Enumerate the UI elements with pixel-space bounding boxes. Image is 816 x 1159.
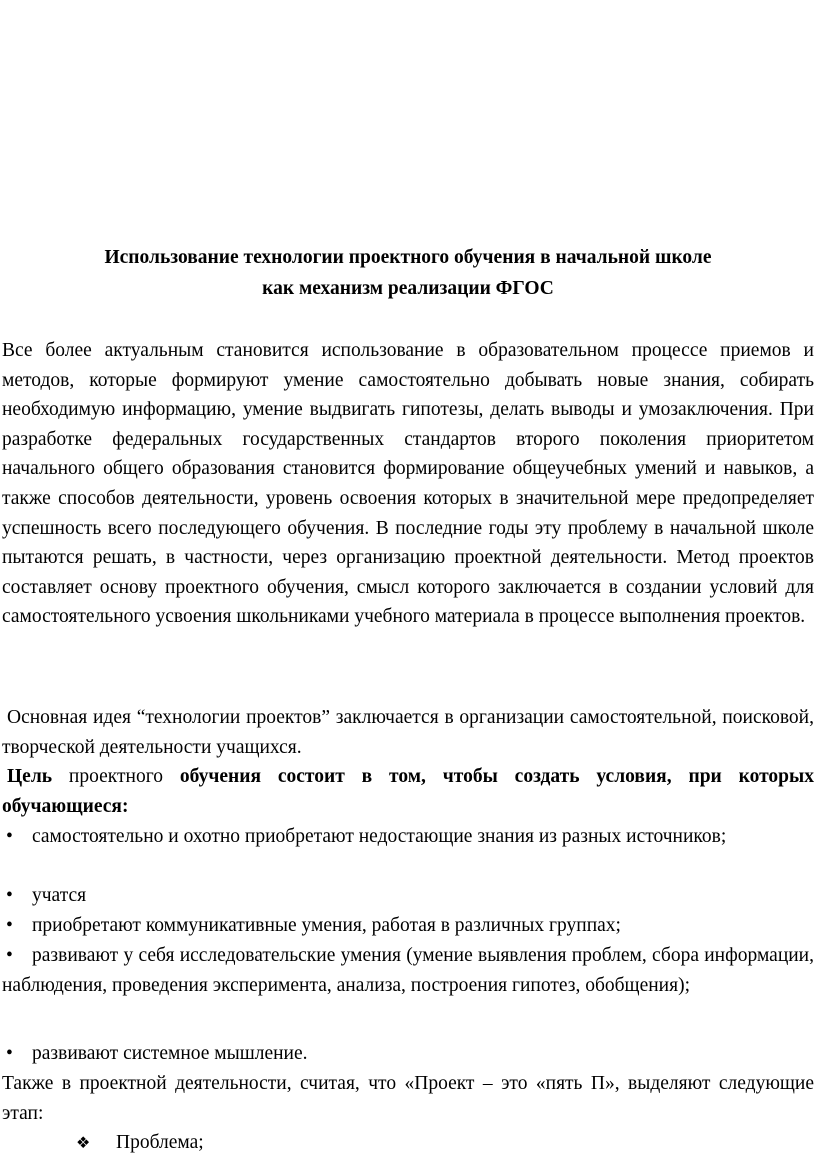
list-item-text: развивают у себя исследовательские умения (умение выявления проблем, сбора информации, наблюдения, проведения эксперимента, анализа, построения гипотез, обобщения); <box>2 945 814 996</box>
list-item-text: самостоятельно и охотно приобретают недостающие знания из разных источников; <box>32 826 727 847</box>
bullet-icon: • <box>6 885 13 906</box>
list-item <box>2 881 814 911</box>
paragraph-main-idea: Основная идея “технологии проектов” заключается в организации самостоятельной, поисковой, творческой деятельности учащихся. <box>2 707 814 758</box>
goal-bold-end: обучения состоит в том, чтобы создать условия, при которых обучающиеся: <box>2 766 815 817</box>
bullet-icon: • <box>6 945 13 966</box>
list-item-text: развивают системное мышление. <box>32 1043 308 1064</box>
diamond-bullet-icon: ❖ <box>76 1133 91 1152</box>
title-line-2: как механизм реализации ФГОС <box>262 278 554 299</box>
paragraph-stages-intro: Также в проектной деятельности, считая, что «Проект – это «пять П», выделяют следующие этап: <box>2 1073 814 1124</box>
list-item <box>2 1039 814 1069</box>
title-line-1: Использование технологии проектного обучения в начальной школе <box>104 247 712 268</box>
list-item <box>2 941 814 1000</box>
list-item-text: приобретают коммуникативные умения, работая в различных группах; <box>32 915 621 936</box>
list-item <box>2 911 814 941</box>
bullet-icon: • <box>6 1043 13 1064</box>
list-item-text: учатся <box>32 885 87 906</box>
paragraph-intro: Все более актуальным становится использование в образовательном процессе приемов и методов, которые формируют умение самостоятельно добывать новые знания, собирать необходимую информацию, умение выдвигать гипотезы, делать выводы и умозаключения. При разработке федеральных государственных стандартов второго поколения приоритетом начального общего образования становится формирование общеучебных умений и навыков, а также способов деятельности, уровень освоения которых в значительной мере предопределяет успешность всего последующего обучения. В последние годы эту проблему в начальной школе пытаются решать, в частности, через организацию проектной деятельности. Метод проектов составляет основу проектного обучения, смысл которого заключается в создании условий для самостоятельного усвоения школьниками учебного материала в процессе выполнения проектов. <box>2 340 814 628</box>
stage-label: Проблема; <box>116 1132 204 1153</box>
bullet-icon: • <box>6 826 13 847</box>
list-item <box>2 822 814 852</box>
goal-bold-start: Цель <box>7 766 53 787</box>
bullet-icon: • <box>6 915 13 936</box>
paragraph-goal <box>2 762 814 821</box>
goal-normal: проектного <box>52 766 180 787</box>
stage-item <box>76 1128 204 1158</box>
